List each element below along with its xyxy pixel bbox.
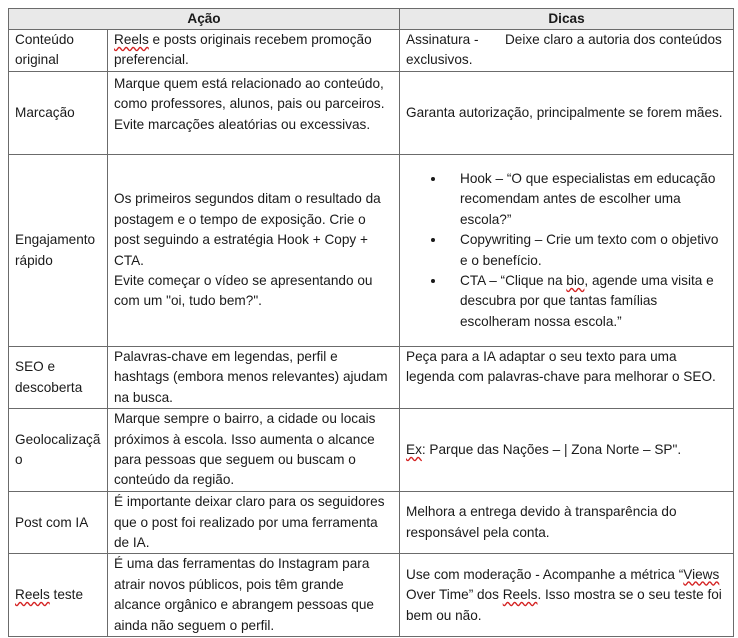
row-category: Post com IA <box>9 492 108 554</box>
row-category: Geolocalização <box>9 409 108 492</box>
category-label: teste <box>49 587 84 603</box>
row-acao <box>108 30 400 72</box>
category-label: Conteúdo original <box>15 32 74 68</box>
dica-spell: Ex <box>406 442 422 458</box>
row-acao: É uma das ferramentas do Instagram para atrair novos públicos, pois têm grande alcance orgânico e abrangem pessoas que ainda não seguem o perfil. <box>108 554 400 637</box>
bullet-spell: bio <box>566 272 585 288</box>
row-dica <box>400 409 734 492</box>
bullet-list <box>406 169 727 332</box>
row-category: Engajamento rápido <box>9 155 108 347</box>
table-header-row <box>9 9 734 30</box>
acao-text: e posts originais recebem promoção preferencial. <box>114 32 372 68</box>
dica-spell: Reels <box>502 587 538 603</box>
table-row <box>9 72 734 155</box>
bullet-text: , agende uma visita e descubra por que tantas famílias escolheram nossa escola.” <box>460 272 714 329</box>
row-category: SEO e descoberta <box>9 347 108 409</box>
acao-spell: Reels <box>114 32 149 47</box>
list-item <box>446 169 727 230</box>
table-row <box>9 347 734 409</box>
row-dica: Assinatura - Deixe claro a autoria dos conteúdos exclusivos. <box>400 30 734 72</box>
row-acao: Palavras-chave em legendas, perfil e hashtags (embora menos relevantes) ajudam na busca. <box>108 347 400 409</box>
category-spell: Reels <box>15 587 50 603</box>
header-dicas: Dicas <box>400 9 734 30</box>
row-acao: É importante deixar claro para os seguidores que o post foi realizado por uma ferramenta de IA. <box>108 492 400 554</box>
row-acao: Marque quem está relacionado ao conteúdo, como professores, alunos, pais ou parceiros. Evite marcações aleatórias ou excessivas. <box>108 72 400 155</box>
row-acao: Os primeiros segundos ditam o resultado da postagem e o tempo de exposição. Crie o post seguindo a estratégia Hook + Copy + CTA. Evite começar o vídeo se apresentando ou com um "oi, tudo bem?". <box>108 155 400 347</box>
row-dica: Melhora a entrega devido à transparência do responsável pela conta. <box>400 492 734 554</box>
dica-text: Use com moderação - Acompanhe a métrica “ <box>406 566 684 582</box>
table-row <box>9 554 734 637</box>
table-row <box>9 155 734 347</box>
row-category <box>9 554 108 637</box>
bullet-text: Hook – “O que especialistas em educação recomendam antes de escolher uma escola?” <box>460 170 716 227</box>
row-category: Marcação <box>9 72 108 155</box>
row-dica: Peça para a IA adaptar o seu texto para uma legenda com palavras-chave para melhorar o SEO. <box>400 347 734 409</box>
row-dica <box>400 554 734 637</box>
list-item <box>446 271 727 332</box>
row-dica: Garanta autorização, principalmente se forem mães. <box>400 72 734 155</box>
dica-spell: Views <box>683 566 720 582</box>
table-row <box>9 492 734 554</box>
row-acao: Marque sempre o bairro, a cidade ou locais próximos à escola. Isso aumenta o alcance para pessoas que seguem ou buscam o conteúdo da região. <box>108 409 400 492</box>
dica-text: . Isso mostra se o seu teste foi bem ou não. <box>406 587 722 623</box>
bullet-text: Copywriting – Crie um texto com o objetivo e o benefício. <box>460 232 719 268</box>
header-acao: Ação <box>9 9 400 30</box>
row-category <box>9 30 108 72</box>
table-row <box>9 409 734 492</box>
dica-text: Over Time” dos <box>406 587 503 603</box>
table-row <box>9 30 734 72</box>
dica-text: : Parque das Nações – | Zona Norte – SP". <box>421 442 682 458</box>
tips-table <box>8 8 734 637</box>
row-dica <box>400 155 734 347</box>
bullet-text: CTA – “Clique na <box>460 272 567 288</box>
list-item <box>446 230 727 271</box>
